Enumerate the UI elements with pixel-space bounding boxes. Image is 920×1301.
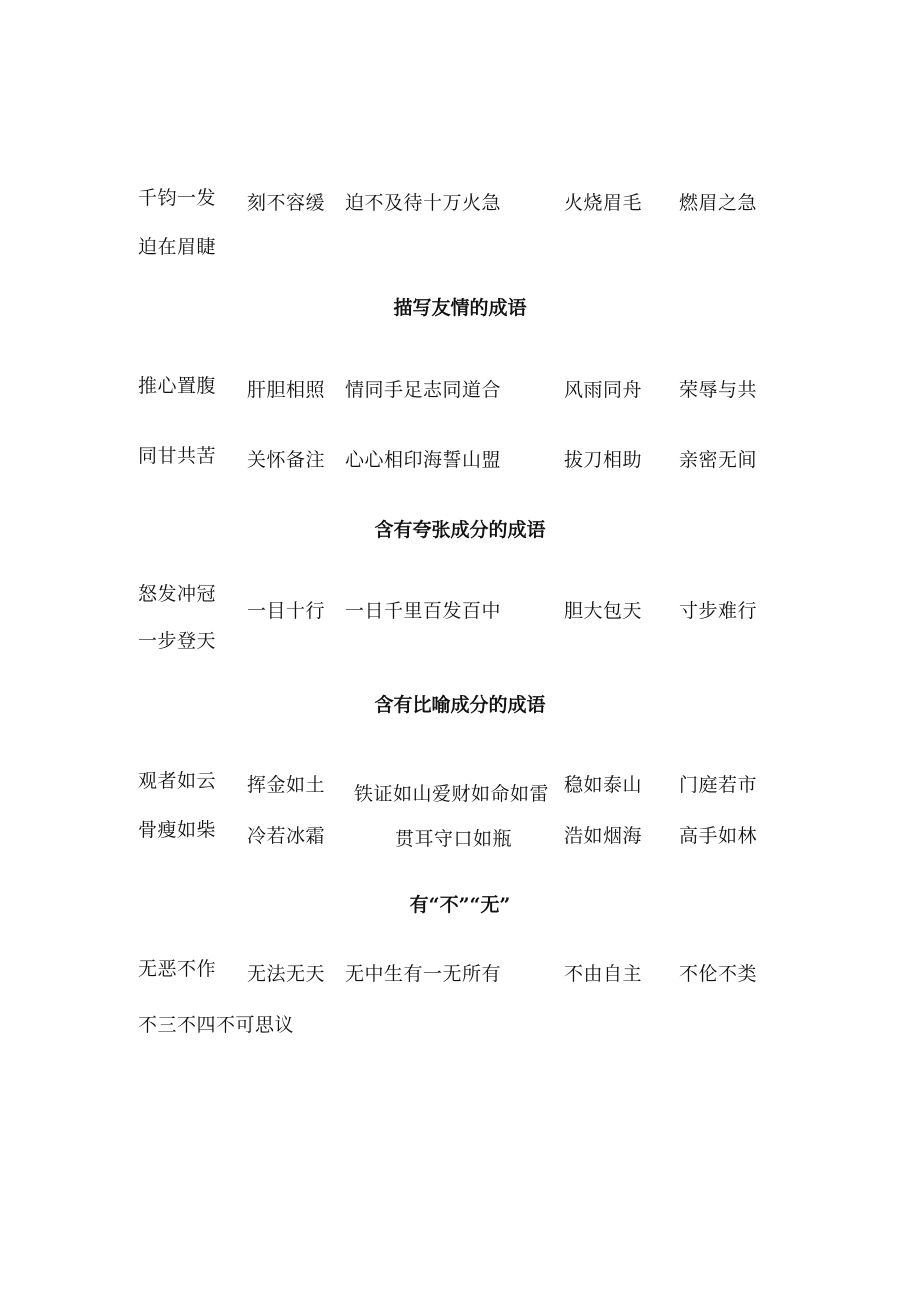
idiom-cell: 不由自主	[564, 963, 643, 985]
idiom-cell: 不伦不类	[679, 963, 758, 985]
idiom-cell: 火烧眉毛	[564, 192, 643, 214]
section-heading: 含有比喻成分的成语	[374, 694, 546, 716]
idiom-cell: 情同手足志同道合	[345, 379, 502, 401]
idiom-cell: 无恶不作	[138, 958, 217, 980]
idiom-cell: 稳如泰山	[564, 774, 643, 796]
idiom-cell: 荣辱与共	[679, 379, 758, 401]
idiom-cell: 贯耳守口如瓶	[395, 828, 513, 850]
idiom-cell: 肝胆相照	[247, 379, 326, 401]
idiom-cell: 无中生有一无所有	[345, 963, 502, 985]
idiom-cell: 同甘共苦	[138, 445, 217, 467]
idiom-cell: 骨瘦如柴	[138, 819, 217, 841]
section-heading: 含有夸张成分的成语	[374, 519, 546, 541]
idiom-cell: 心心相印海誓山盟	[345, 449, 502, 471]
idiom-cell: 怒发冲冠	[138, 583, 217, 605]
idiom-cell: 观者如云	[138, 770, 217, 792]
idiom-cell: 胆大包天	[564, 600, 643, 622]
idiom-cell: 浩如烟海	[564, 825, 643, 847]
idiom-cell: 拔刀相助	[564, 449, 643, 471]
idiom-cell: 不三不四不可思议	[138, 1014, 295, 1036]
idiom-cell: 推心置腹	[138, 375, 217, 397]
idiom-cell: 关怀备注	[247, 449, 326, 471]
idiom-cell: 一日千里百发百中	[345, 600, 502, 622]
idiom-cell: 无法无天	[247, 963, 326, 985]
idiom-cell: 铁证如山爱财如命如雷	[354, 783, 550, 805]
idiom-cell: 一目十行	[247, 600, 326, 622]
idiom-cell: 一步登天	[138, 630, 217, 652]
idiom-cell: 风雨同舟	[564, 379, 643, 401]
idiom-cell: 燃眉之急	[679, 192, 758, 214]
idiom-cell: 挥金如土	[247, 774, 326, 796]
idiom-cell: 千钧一发	[138, 187, 217, 209]
section-heading: 有“不”“无”	[409, 894, 511, 916]
idiom-cell: 刻不容缓	[247, 192, 326, 214]
idiom-cell: 门庭若市	[679, 774, 758, 796]
idiom-cell: 寸步难行	[679, 600, 758, 622]
section-heading: 描写友情的成语	[393, 297, 527, 319]
idiom-cell: 迫不及待十万火急	[345, 192, 502, 214]
idiom-cell: 高手如林	[679, 825, 758, 847]
idiom-cell: 迫在眉睫	[138, 236, 217, 258]
idiom-cell: 亲密无间	[679, 449, 758, 471]
idiom-cell: 冷若冰霜	[247, 825, 326, 847]
